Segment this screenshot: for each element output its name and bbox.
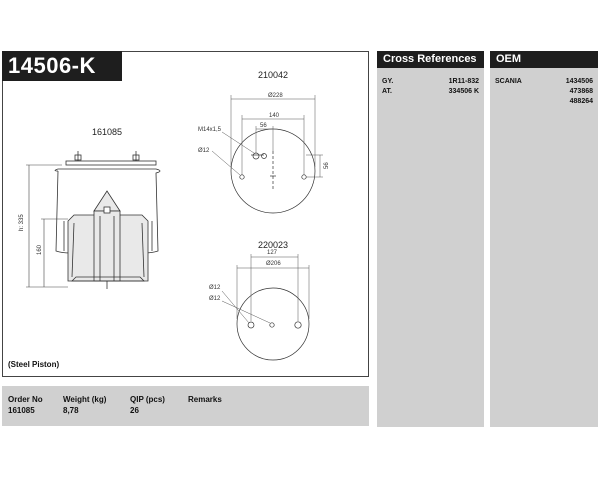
qip-value: 26 [130,406,139,415]
qip-column [130,394,165,416]
piston-part-label: 220023 [258,240,289,250]
piston-note: (Steel Piston) [8,360,60,369]
bottom-hole2-label: Ø12 [209,296,221,302]
top-side-label: 56 [324,162,330,169]
bottom-hole1-label: Ø12 [209,285,221,291]
bolt-label: M14x1,5 [198,127,222,133]
cross-ref-code-2: 334506 K [448,88,479,95]
technical-drawing [2,51,369,377]
height-label: h: 335 [19,214,25,231]
top-diameter-label: Ø228 [268,93,283,99]
top-offset-label: 56 [260,123,267,129]
weight-header: Weight (kg) [63,395,107,404]
top-spacing-label: 140 [269,113,280,119]
top-plate-part-label: 210042 [258,70,289,80]
oem-code-2: 473868 [569,88,593,95]
top-plate-dimensions [212,95,323,177]
bottom-spacing-label: 127 [267,250,278,256]
order-no-header: Order No [8,395,43,404]
oem-code-3: 488264 [569,98,593,105]
top-plate-shape [66,161,156,165]
remarks-column [188,394,222,405]
weight-value: 8,78 [63,406,79,415]
cross-ref-brand-1: GY. [382,78,394,85]
air-spring-side-view [55,151,160,289]
cross-references-panel [377,51,484,427]
cross-ref-brand-2: AT. [382,88,392,95]
info-bar [2,386,369,426]
top-hole-label: Ø12 [198,148,210,154]
product-title: 14506-K [2,51,122,81]
bottom-diameter-label: Ø206 [266,261,281,267]
remarks-header: Remarks [188,395,222,404]
oem-brand: SCANIA [495,78,522,85]
oem-code-1: 1434506 [565,78,593,85]
order-no-value: 161085 [8,406,35,415]
height-dimensions [26,165,68,287]
cross-references-title: Cross References [377,51,484,68]
oem-panel [490,51,598,427]
oem-title: OEM [490,51,598,68]
piston-height-label: 160 [37,244,43,255]
order-no-column [8,394,43,416]
bellow-part-label: 161085 [92,127,123,137]
weight-column [63,394,106,416]
cross-ref-code-1: 1R11-832 [448,78,479,85]
qip-header: QIP (pcs) [130,395,165,404]
